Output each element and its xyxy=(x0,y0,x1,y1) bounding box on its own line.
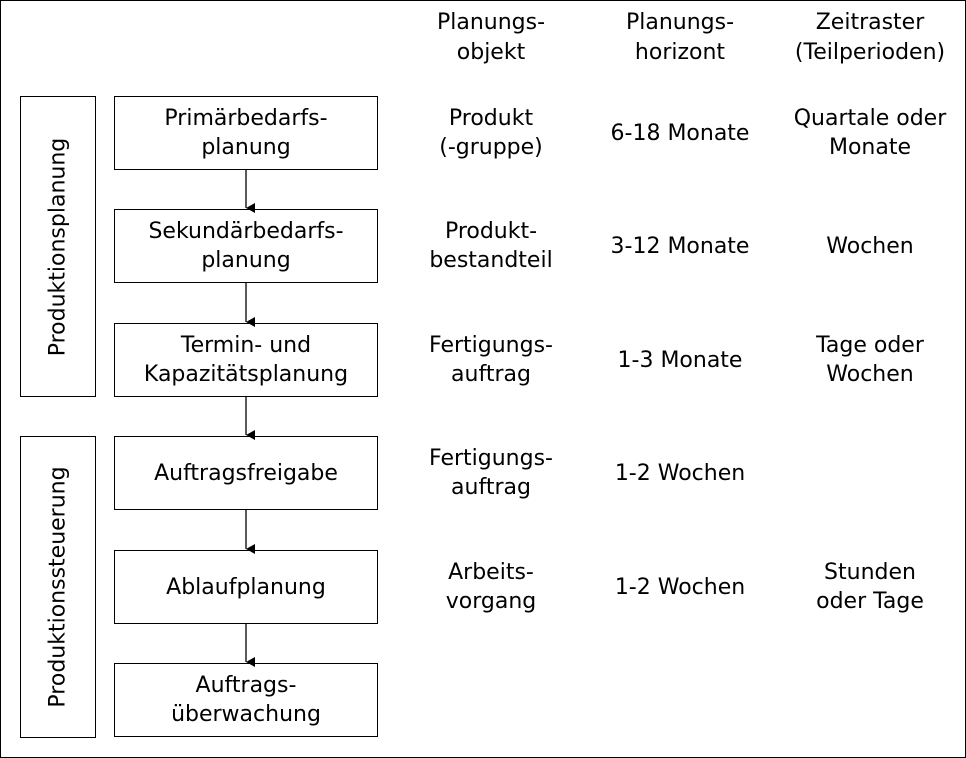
object-cell: Produkt (-gruppe) xyxy=(439,106,543,160)
object-cell: Fertigungs- auftrag xyxy=(429,333,553,387)
step-box-sekundaerbedarfsplanung: Sekundärbedarfs- planung xyxy=(114,209,378,283)
step-box-ablaufplanung: Ablaufplanung xyxy=(114,550,378,624)
object-cell: Produkt- bestandteil xyxy=(429,219,553,273)
object-cell: Arbeits- vorgang xyxy=(445,560,537,614)
object-cell: Fertigungs- auftrag xyxy=(429,446,553,500)
horizon-cell: 1-2 Wochen xyxy=(614,574,746,600)
grid-cell: Quartale oder Monate xyxy=(793,106,947,160)
horizon-cell: 3-12 Monate xyxy=(610,233,750,259)
grid-cell: Wochen xyxy=(826,233,914,259)
horizon-cell: 6-18 Monate xyxy=(610,120,750,146)
header-planungshorizont: Planungs- horizont xyxy=(625,10,735,65)
grid-cell: Tage oder Wochen xyxy=(816,333,924,387)
header-zeitraster: Zeitraster (Teilperioden) xyxy=(794,10,946,65)
group-produktionsplanung-label: Produktionsplanung xyxy=(45,137,71,356)
step-box-auftragsueberwachung: Auftrags- überwachung xyxy=(114,663,378,737)
header-planungsobjekt: Planungs- objekt xyxy=(436,10,546,65)
group-produktionssteuerung-label: Produktionssteuerung xyxy=(45,466,71,708)
step-box-auftragsfreigabe: Auftragsfreigabe xyxy=(114,436,378,510)
step-box-primaerbedarfsplanung: Primärbedarfs- planung xyxy=(114,96,378,170)
grid-cell: Stunden oder Tage xyxy=(816,560,924,614)
horizon-cell: 1-2 Wochen xyxy=(614,460,746,486)
step-box-termin-kapazitaetsplanung: Termin- und Kapazitätsplanung xyxy=(114,323,378,397)
horizon-cell: 1-3 Monate xyxy=(617,347,743,373)
